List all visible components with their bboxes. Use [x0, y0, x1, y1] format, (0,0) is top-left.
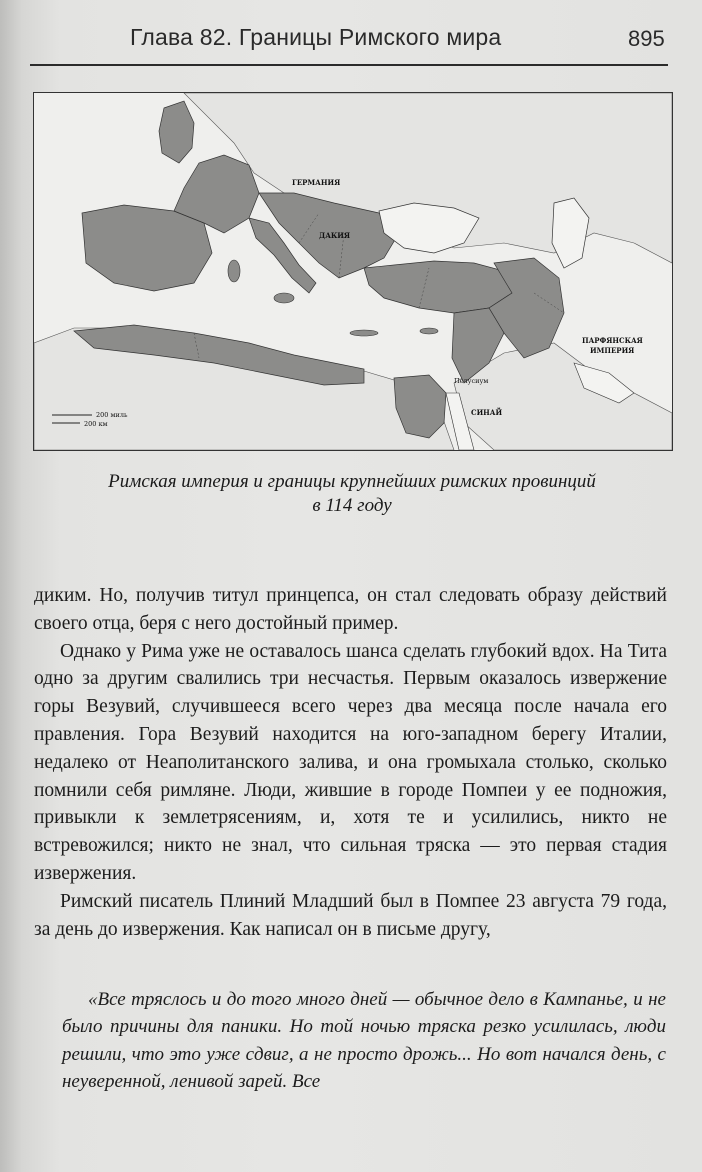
- crete: [350, 330, 378, 336]
- map-label-dacia: ДАКИЯ: [319, 231, 351, 240]
- anatolia: [364, 261, 512, 313]
- map-label-germania: ГЕРМАНИЯ: [292, 178, 341, 187]
- quote-text: «Все тряслось и до того много дней — обычное дело в Кампанье, и не было причины для паники. Но той ночью тряска резко усилилась, люди решили, что это уже сдвиг, а не просто дрожь... Но вот начался день, с неуверенной, ленивой зарей. Все: [62, 989, 666, 1093]
- page-number: 895: [628, 26, 665, 51]
- sardinia: [228, 260, 240, 282]
- paragraph-2: Однако у Рима уже не оставалось шанса сделать глубокий вдох. На Тита одно за другим свалились три несчастья. Первым оказалось извержение горы Везувий, случившееся всего через два месяца после начала его правления. Гора Везувий находится на юго-западном берегу Италии, недалеко от Неаполитанского залива, и она громыхала столько, сколько помнили себя римляне. Люди, жившие в городе Помпеи у ее подножия, привыкли к землетрясениям, и, хотя те и усилились, никто не встревожился; никто не знал, что сильная тряска — это первая стадия извержения.: [34, 640, 667, 884]
- map-label-sinai: СИНАЙ: [471, 408, 503, 417]
- map-label-parthia-1: ПАРФЯНСКАЯ: [582, 336, 643, 345]
- britannia: [159, 101, 194, 163]
- roman-empire-map: [34, 93, 672, 450]
- paragraph-1: диким. Но, получив титул принцепса, он стал следовать образу действий своего отца, беря с него достойный пример.: [34, 585, 667, 634]
- map-figure: [33, 92, 673, 451]
- header-rule: [30, 64, 668, 66]
- map-label-parthia-2: ИМПЕРИЯ: [590, 346, 635, 355]
- scale-label-miles: 200 миль: [96, 411, 128, 419]
- caption-line-2: в 114 году: [312, 495, 392, 516]
- running-title: Глава 82. Границы Римского мира: [130, 24, 502, 50]
- paragraph-3: Римский писатель Плиний Младший был в Помпее 23 августа 79 года, за день до извержения. Как написал он в письме другу,: [34, 890, 667, 940]
- caption-line-1: Римская империя и границы крупнейших римских провинций: [108, 471, 596, 492]
- map-label-pelusium: Пелусиум: [454, 377, 489, 385]
- figure-caption: [34, 470, 670, 518]
- cyprus: [420, 328, 438, 334]
- block-quote: [62, 986, 666, 1096]
- sicily: [274, 293, 294, 303]
- scale-label-km: 200 км: [84, 420, 108, 428]
- body-text: [34, 582, 667, 943]
